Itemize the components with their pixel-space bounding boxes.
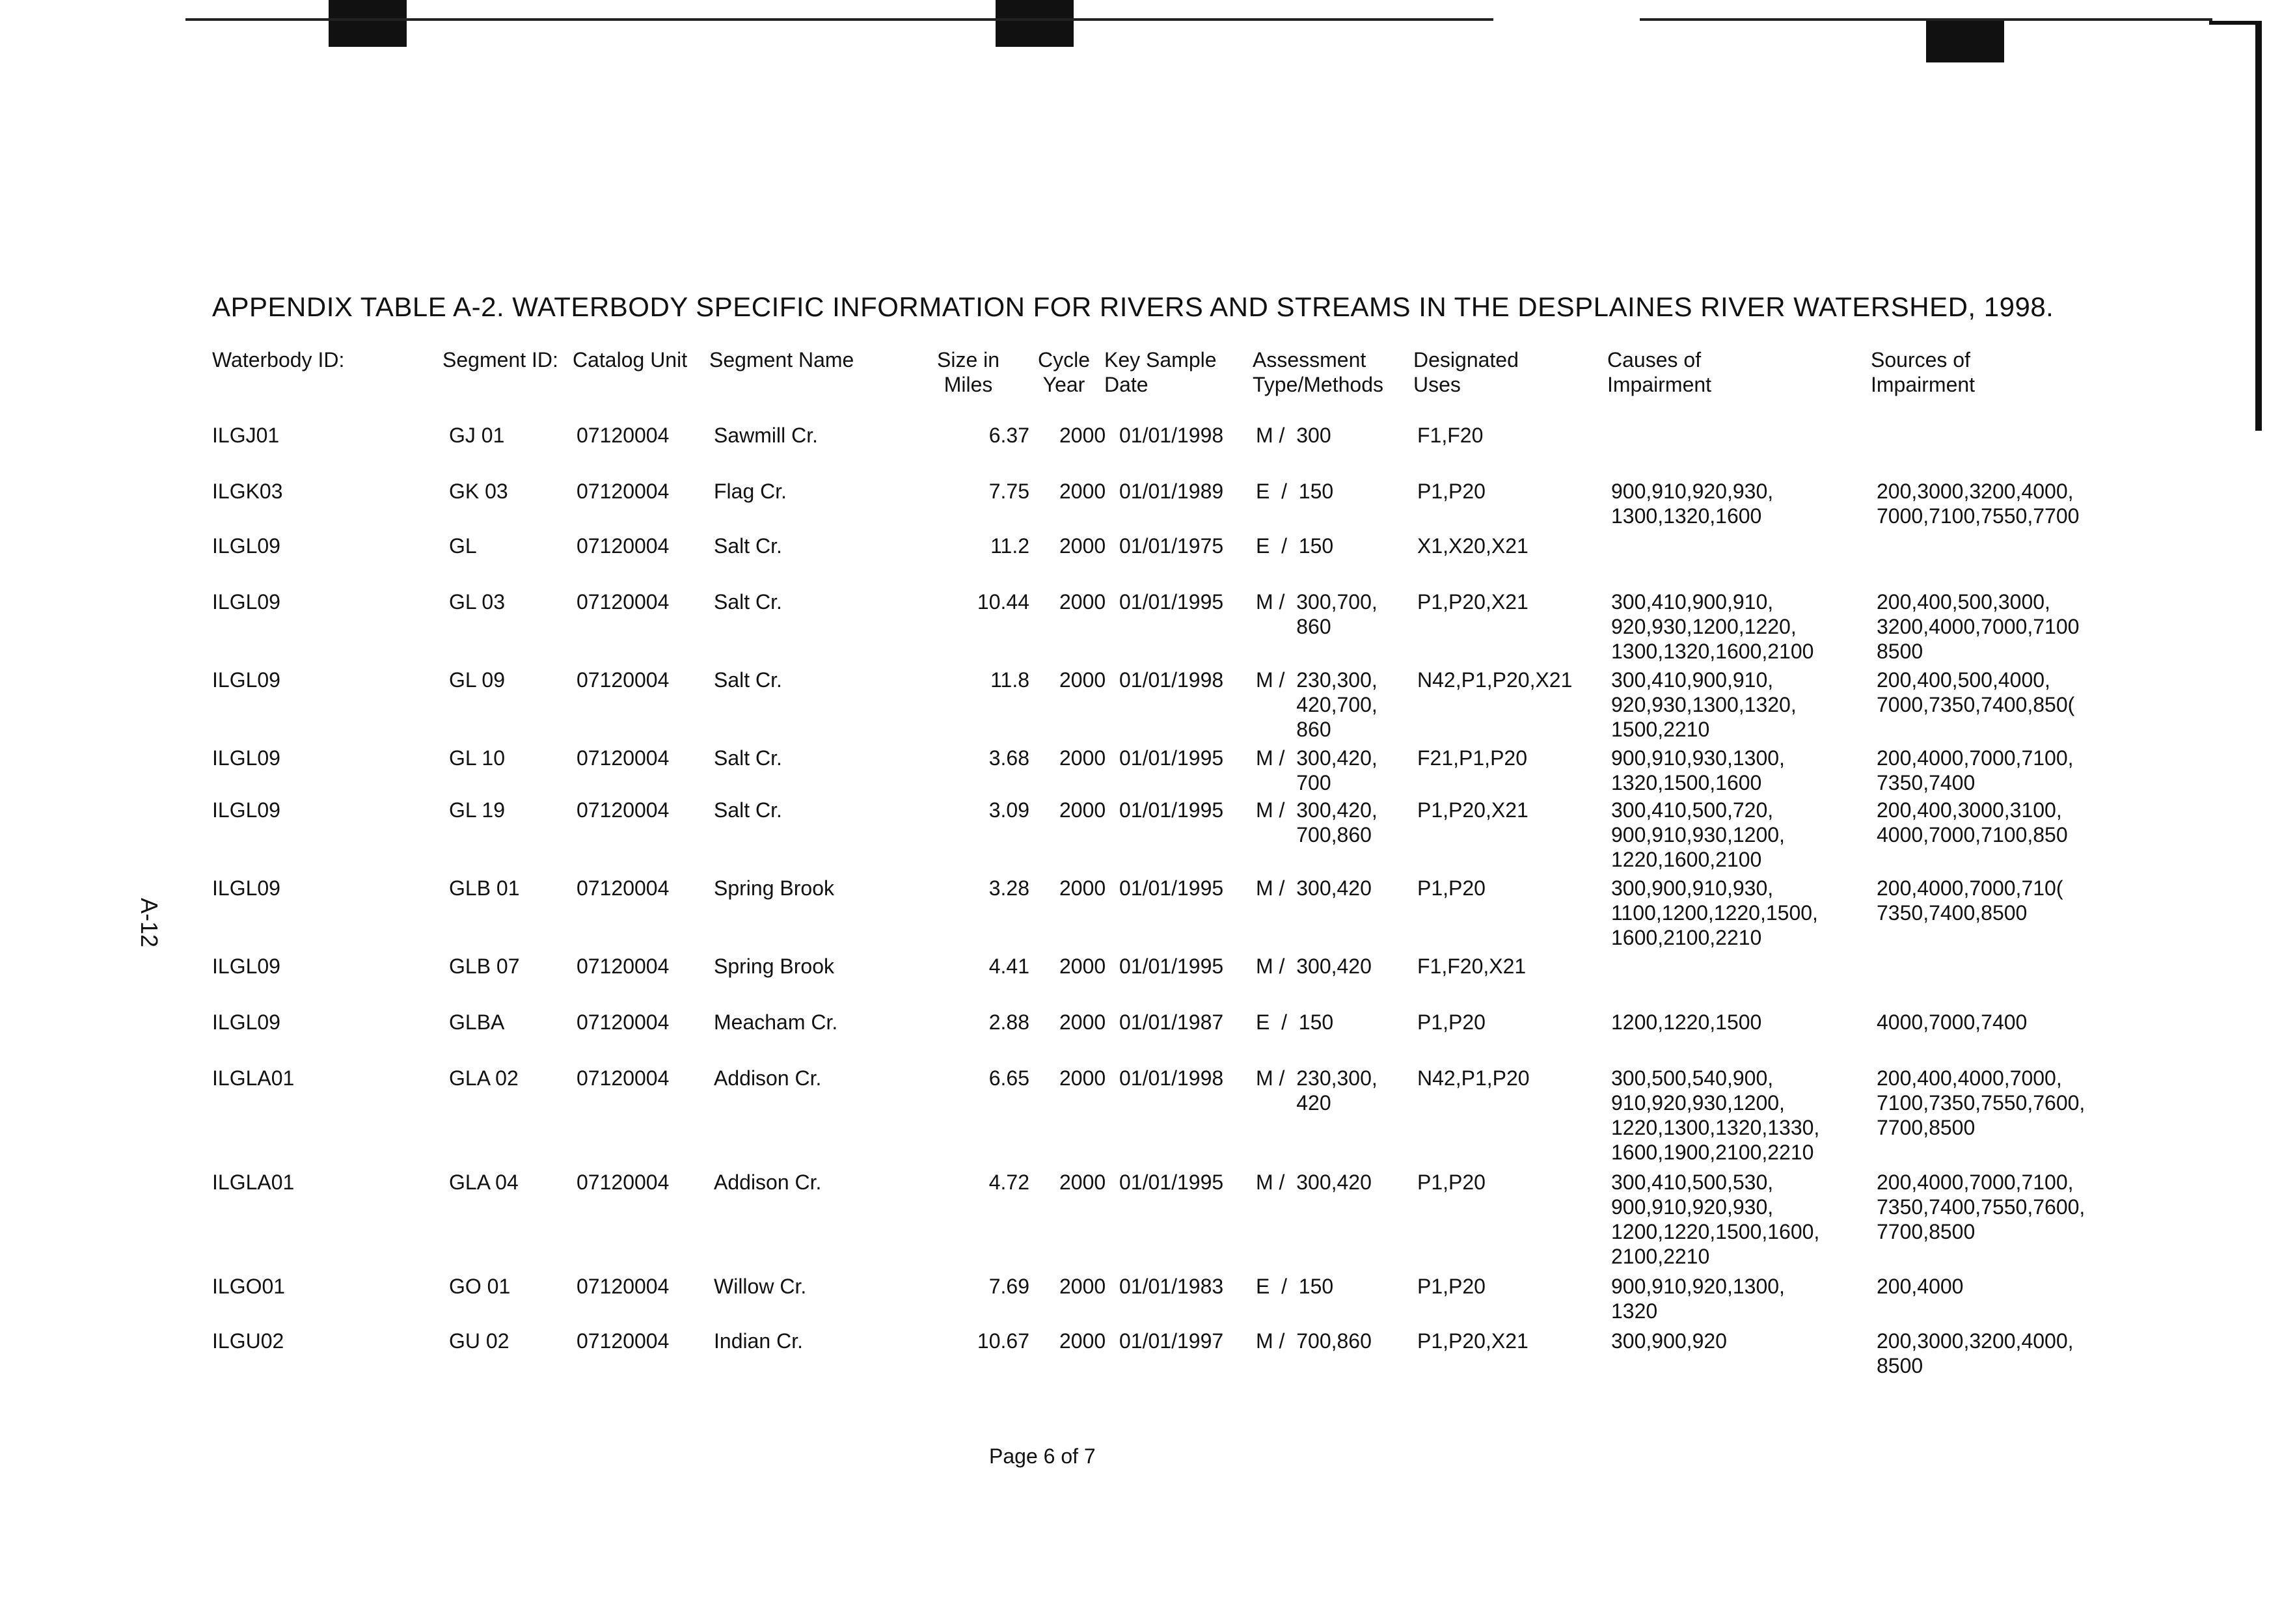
cell-segment-id: GLB 01 bbox=[449, 876, 520, 900]
cell-sources: 200,400,500,3000, 3200,4000,7000,7100 8500 bbox=[1877, 590, 2080, 663]
page-footer: Page 6 of 7 bbox=[989, 1444, 1096, 1468]
cell-assessment: M / 230,300, 420,700, 860 bbox=[1256, 668, 1378, 741]
cell-size: 11.8 bbox=[990, 668, 1029, 692]
cell-cycle-year: 2000 bbox=[1059, 590, 1106, 614]
header-sources: Sources of Impairment bbox=[1871, 348, 1976, 396]
cell-causes: 900,910,920,1300, 1320 bbox=[1611, 1275, 1785, 1323]
cell-segment-id: GLBA bbox=[449, 1010, 505, 1034]
cell-segment-id: GLA 04 bbox=[449, 1171, 519, 1194]
scan-artifact bbox=[185, 18, 1493, 21]
cell-segment-id: GL 10 bbox=[449, 746, 505, 770]
cell-cycle-year: 2000 bbox=[1059, 798, 1106, 822]
cell-causes: 300,410,500,720, 900,910,930,1200, 1220,1600,2100 bbox=[1611, 798, 1785, 871]
cell-assessment: M / 300,420, 700,860 bbox=[1256, 798, 1378, 846]
cell-waterbody-id: ILGLA01 bbox=[212, 1171, 295, 1194]
cell-assessment: M / 700,860 bbox=[1256, 1329, 1372, 1353]
cell-segment-name: Salt Cr. bbox=[714, 590, 782, 614]
header-designated-uses: Designated Uses bbox=[1413, 348, 1519, 396]
cell-cycle-year: 2000 bbox=[1059, 480, 1106, 503]
cell-cycle-year: 2000 bbox=[1059, 1066, 1106, 1090]
cell-segment-id: GO 01 bbox=[449, 1275, 511, 1298]
cell-cycle-year: 2000 bbox=[1059, 876, 1106, 900]
table-title: APPENDIX TABLE A-2. WATERBODY SPECIFIC INFORMATION FOR RIVERS AND STREAMS IN THE DESPLAINES RIVER WATERSHED, 1998. bbox=[212, 291, 2054, 322]
cell-segment-name: Flag Cr. bbox=[714, 480, 787, 503]
cell-causes: 900,910,920,930, 1300,1320,1600 bbox=[1611, 480, 1774, 528]
header-assessment: Assessment Type/Methods bbox=[1253, 348, 1383, 396]
cell-waterbody-id: ILGL09 bbox=[212, 1010, 280, 1034]
cell-size: 3.28 bbox=[988, 876, 1029, 900]
cell-size: 10.44 bbox=[977, 590, 1029, 614]
cell-segment-name: Addison Cr. bbox=[714, 1171, 822, 1194]
cell-segment-name: Sawmill Cr. bbox=[714, 424, 819, 447]
cell-waterbody-id: ILGL09 bbox=[212, 534, 280, 558]
cell-cycle-year: 2000 bbox=[1059, 1010, 1106, 1034]
cell-waterbody-id: ILGL09 bbox=[212, 590, 280, 614]
cell-catalog-unit: 07120004 bbox=[577, 480, 670, 503]
cell-size: 4.72 bbox=[988, 1171, 1029, 1194]
cell-segment-id: GLB 07 bbox=[449, 954, 520, 978]
cell-segment-name: Indian Cr. bbox=[714, 1329, 803, 1353]
cell-key-sample-date: 01/01/1995 bbox=[1119, 798, 1224, 822]
cell-sources: 200,400,3000,3100, 4000,7000,7100,850 bbox=[1877, 798, 2068, 846]
cell-catalog-unit: 07120004 bbox=[577, 1171, 670, 1194]
cell-segment-name: Salt Cr. bbox=[714, 534, 782, 558]
cell-designated-uses: P1,P20,X21 bbox=[1417, 590, 1528, 614]
cell-causes: 300,410,900,910, 920,930,1300,1320, 1500,2210 bbox=[1611, 668, 1797, 741]
cell-size: 11.2 bbox=[990, 534, 1029, 558]
cell-segment-id: GL 19 bbox=[449, 798, 505, 822]
cell-key-sample-date: 01/01/1995 bbox=[1119, 954, 1224, 978]
cell-causes: 300,900,910,930, 1100,1200,1220,1500, 1600,2100,2210 bbox=[1611, 876, 1818, 949]
cell-key-sample-date: 01/01/1989 bbox=[1119, 480, 1224, 503]
cell-size: 7.69 bbox=[988, 1275, 1029, 1298]
cell-designated-uses: P1,P20 bbox=[1417, 1171, 1486, 1194]
cell-catalog-unit: 07120004 bbox=[577, 876, 670, 900]
cell-key-sample-date: 01/01/1998 bbox=[1119, 1066, 1224, 1090]
cell-sources: 200,4000,7000,710( 7350,7400,8500 bbox=[1877, 876, 2063, 925]
cell-causes: 300,410,500,530, 900,910,920,930, 1200,1220,1500,1600, 2100,2210 bbox=[1611, 1171, 1820, 1268]
cell-size: 2.88 bbox=[988, 1010, 1029, 1034]
cell-causes: 1200,1220,1500 bbox=[1611, 1010, 1762, 1034]
cell-waterbody-id: ILGU02 bbox=[212, 1329, 284, 1353]
cell-segment-name: Willow Cr. bbox=[714, 1275, 807, 1298]
scan-artifact bbox=[1926, 20, 2004, 62]
cell-cycle-year: 2000 bbox=[1059, 1329, 1106, 1353]
cell-waterbody-id: ILGJ01 bbox=[212, 424, 280, 447]
cell-designated-uses: P1,P20,X21 bbox=[1417, 798, 1528, 822]
cell-cycle-year: 2000 bbox=[1059, 746, 1106, 770]
cell-designated-uses: P1,P20 bbox=[1417, 480, 1486, 503]
cell-catalog-unit: 07120004 bbox=[577, 668, 670, 692]
cell-key-sample-date: 01/01/1995 bbox=[1119, 1171, 1224, 1194]
scan-artifact bbox=[1640, 18, 2212, 21]
page-side-label: A-12 bbox=[136, 898, 163, 948]
cell-waterbody-id: ILGL09 bbox=[212, 668, 280, 692]
cell-segment-id: GL bbox=[449, 534, 477, 558]
cell-designated-uses: F1,F20 bbox=[1417, 424, 1484, 447]
header-size: Size in Miles bbox=[937, 348, 1000, 396]
header-catalog-unit: Catalog Unit bbox=[573, 348, 688, 372]
cell-assessment: M / 300,420, 700 bbox=[1256, 746, 1378, 794]
header-segment-name: Segment Name bbox=[709, 348, 854, 372]
header-key-sample-date: Key Sample Date bbox=[1104, 348, 1217, 396]
cell-segment-id: GL 09 bbox=[449, 668, 505, 692]
cell-cycle-year: 2000 bbox=[1059, 954, 1106, 978]
cell-designated-uses: N42,P1,P20,X21 bbox=[1417, 668, 1573, 692]
cell-cycle-year: 2000 bbox=[1059, 1171, 1106, 1194]
cell-segment-id: GK 03 bbox=[449, 480, 508, 503]
cell-waterbody-id: ILGL09 bbox=[212, 954, 280, 978]
cell-segment-name: Salt Cr. bbox=[714, 746, 782, 770]
cell-designated-uses: P1,P20 bbox=[1417, 876, 1486, 900]
cell-causes: 300,500,540,900, 910,920,930,1200, 1220,1300,1320,1330, 1600,1900,2100,2210 bbox=[1611, 1066, 1820, 1164]
cell-waterbody-id: ILGO01 bbox=[212, 1275, 286, 1298]
header-causes: Causes of Impairment bbox=[1607, 348, 1712, 396]
cell-key-sample-date: 01/01/1995 bbox=[1119, 876, 1224, 900]
cell-sources: 4000,7000,7400 bbox=[1877, 1010, 2028, 1034]
cell-waterbody-id: ILGL09 bbox=[212, 798, 280, 822]
cell-assessment: E / 150 bbox=[1256, 480, 1334, 503]
cell-assessment: M / 300,700, 860 bbox=[1256, 590, 1378, 638]
scan-artifact bbox=[996, 0, 1074, 47]
cell-segment-name: Spring Brook bbox=[714, 954, 834, 978]
cell-designated-uses: F1,F20,X21 bbox=[1417, 954, 1527, 978]
cell-designated-uses: P1,P20 bbox=[1417, 1275, 1486, 1298]
cell-size: 7.75 bbox=[988, 480, 1029, 503]
cell-key-sample-date: 01/01/1975 bbox=[1119, 534, 1224, 558]
cell-sources: 200,3000,3200,4000, 7000,7100,7550,7700 bbox=[1877, 480, 2080, 528]
cell-catalog-unit: 07120004 bbox=[577, 954, 670, 978]
cell-sources: 200,4000,7000,7100, 7350,7400,7550,7600, 7700,8500 bbox=[1877, 1171, 2085, 1243]
scan-artifact bbox=[329, 0, 407, 47]
cell-sources: 200,3000,3200,4000, 8500 bbox=[1877, 1329, 2074, 1377]
header-segment-id: Segment ID: bbox=[442, 348, 558, 372]
cell-key-sample-date: 01/01/1997 bbox=[1119, 1329, 1224, 1353]
cell-key-sample-date: 01/01/1995 bbox=[1119, 590, 1224, 614]
cell-designated-uses: N42,P1,P20 bbox=[1417, 1066, 1530, 1090]
cell-segment-id: GJ 01 bbox=[449, 424, 505, 447]
cell-segment-name: Addison Cr. bbox=[714, 1066, 822, 1090]
cell-designated-uses: F21,P1,P20 bbox=[1417, 746, 1527, 770]
cell-catalog-unit: 07120004 bbox=[577, 1275, 670, 1298]
cell-assessment: M / 300,420 bbox=[1256, 954, 1372, 978]
cell-cycle-year: 2000 bbox=[1059, 1275, 1106, 1298]
cell-causes: 300,410,900,910, 920,930,1200,1220, 1300,1320,1600,2100 bbox=[1611, 590, 1814, 663]
cell-size: 3.09 bbox=[988, 798, 1029, 822]
cell-assessment: E / 150 bbox=[1256, 1275, 1334, 1298]
cell-waterbody-id: ILGLA01 bbox=[212, 1066, 295, 1090]
cell-segment-id: GU 02 bbox=[449, 1329, 509, 1353]
cell-catalog-unit: 07120004 bbox=[577, 1066, 670, 1090]
cell-catalog-unit: 07120004 bbox=[577, 590, 670, 614]
cell-key-sample-date: 01/01/1998 bbox=[1119, 668, 1224, 692]
cell-catalog-unit: 07120004 bbox=[577, 1329, 670, 1353]
cell-size: 4.41 bbox=[988, 954, 1029, 978]
header-cycle-year: Cycle Year bbox=[1038, 348, 1091, 396]
header-waterbody-id: Waterbody ID: bbox=[212, 348, 345, 372]
cell-catalog-unit: 07120004 bbox=[577, 798, 670, 822]
cell-segment-id: GLA 02 bbox=[449, 1066, 519, 1090]
cell-catalog-unit: 07120004 bbox=[577, 424, 670, 447]
cell-cycle-year: 2000 bbox=[1059, 424, 1106, 447]
cell-assessment: M / 300,420 bbox=[1256, 1171, 1372, 1194]
cell-catalog-unit: 07120004 bbox=[577, 534, 670, 558]
cell-sources: 200,4000 bbox=[1877, 1275, 1964, 1298]
cell-segment-name: Spring Brook bbox=[714, 876, 834, 900]
cell-designated-uses: P1,P20 bbox=[1417, 1010, 1486, 1034]
cell-sources: 200,4000,7000,7100, 7350,7400 bbox=[1877, 746, 2074, 794]
scan-artifact bbox=[2255, 21, 2262, 431]
cell-key-sample-date: 01/01/1983 bbox=[1119, 1275, 1224, 1298]
cell-causes: 900,910,930,1300, 1320,1500,1600 bbox=[1611, 746, 1785, 794]
cell-assessment: M / 230,300, 420 bbox=[1256, 1066, 1378, 1115]
cell-cycle-year: 2000 bbox=[1059, 668, 1106, 692]
cell-catalog-unit: 07120004 bbox=[577, 746, 670, 770]
cell-assessment: E / 150 bbox=[1256, 1010, 1334, 1034]
cell-size: 6.37 bbox=[988, 424, 1029, 447]
cell-sources: 200,400,4000,7000, 7100,7350,7550,7600, 7700,8500 bbox=[1877, 1066, 2085, 1139]
cell-cycle-year: 2000 bbox=[1059, 534, 1106, 558]
cell-catalog-unit: 07120004 bbox=[577, 1010, 670, 1034]
cell-key-sample-date: 01/01/1998 bbox=[1119, 424, 1224, 447]
cell-segment-name: Meacham Cr. bbox=[714, 1010, 838, 1034]
cell-size: 3.68 bbox=[988, 746, 1029, 770]
scan-artifact bbox=[2209, 21, 2261, 25]
cell-segment-id: GL 03 bbox=[449, 590, 505, 614]
cell-size: 6.65 bbox=[988, 1066, 1029, 1090]
cell-designated-uses: P1,P20,X21 bbox=[1417, 1329, 1528, 1353]
cell-causes: 300,900,920 bbox=[1611, 1329, 1727, 1353]
cell-waterbody-id: ILGL09 bbox=[212, 746, 280, 770]
cell-key-sample-date: 01/01/1987 bbox=[1119, 1010, 1224, 1034]
cell-segment-name: Salt Cr. bbox=[714, 668, 782, 692]
cell-assessment: M / 300,420 bbox=[1256, 876, 1372, 900]
cell-segment-name: Salt Cr. bbox=[714, 798, 782, 822]
cell-size: 10.67 bbox=[977, 1329, 1029, 1353]
cell-waterbody-id: ILGL09 bbox=[212, 876, 280, 900]
cell-designated-uses: X1,X20,X21 bbox=[1417, 534, 1528, 558]
cell-assessment: M / 300 bbox=[1256, 424, 1331, 447]
cell-key-sample-date: 01/01/1995 bbox=[1119, 746, 1224, 770]
cell-assessment: E / 150 bbox=[1256, 534, 1334, 558]
cell-waterbody-id: ILGK03 bbox=[212, 480, 283, 503]
cell-sources: 200,400,500,4000, 7000,7350,7400,850( bbox=[1877, 668, 2075, 716]
